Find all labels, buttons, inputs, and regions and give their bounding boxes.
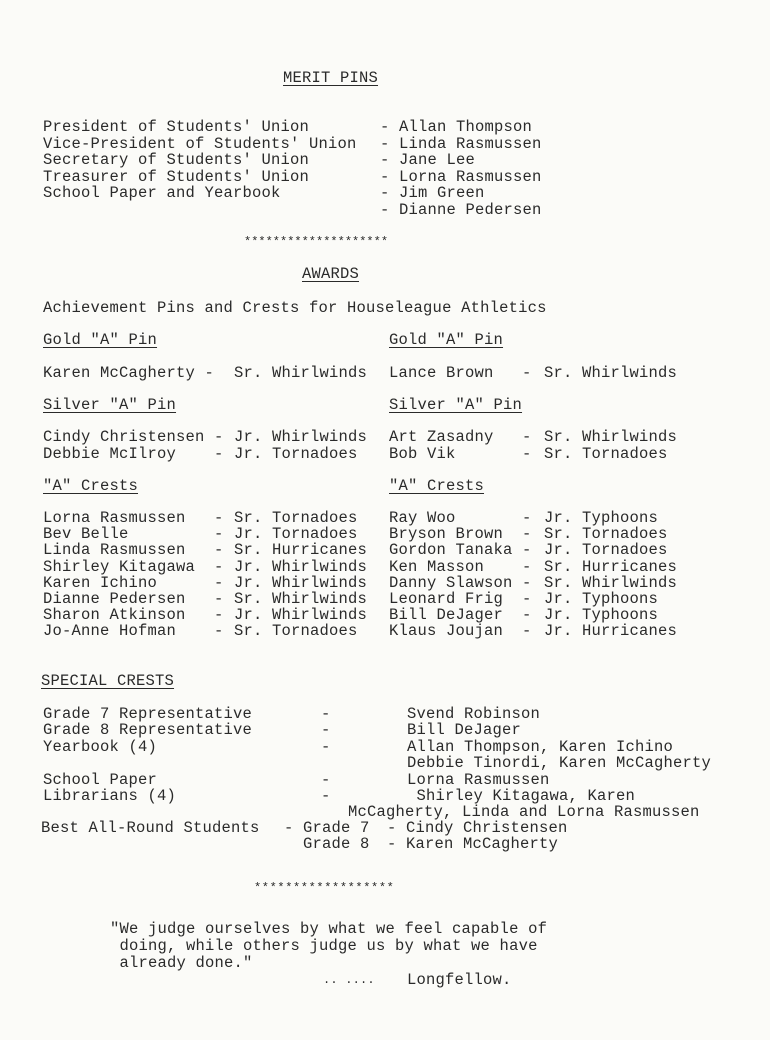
special-dash: - [321,770,331,789]
award-name: Dianne Pedersen - [43,590,224,608]
award-team: Sr. Whirlwinds [234,364,368,382]
merit-role: School Paper and Yearbook [43,184,281,202]
awards-title: AWARDS [302,265,360,283]
special-label: Librarians (4) [43,787,177,805]
special-dash: - [321,787,331,805]
award-name: Sharon Atkinson - [43,606,224,625]
award-team: Jr. Hurricanes [544,622,678,641]
award-name: Ken Masson - [389,557,532,576]
award-team: Sr. Hurricanes [234,541,368,560]
quote-dots: .. .... [323,973,375,987]
merit-role: Treasurer of Students' Union [43,167,310,186]
award-team: Jr. Typhoons [544,590,659,608]
special-names: Shirley Kitagawa, Karen [407,787,636,805]
best-name: - Cindy Christensen [387,819,568,837]
best-all-round-label: Best All-Round Students [41,819,260,837]
award-name: Lorna Rasmussen - [43,509,224,527]
award-name: Gordon Tanaka - [389,541,532,560]
award-team: Jr. Whirlwinds [234,557,368,576]
award-team: Jr. Whirlwinds [234,573,368,592]
crests-heading: "A" Crests [43,477,139,495]
award-name: Leonard Frig - [389,590,532,608]
award-team: Sr. Tornadoes [544,525,668,544]
merit-role: Secretary of Students' Union [43,151,310,169]
award-team: Sr. Whirlwinds [544,573,678,592]
gold-pin-heading: Gold "A" Pin [43,331,158,349]
award-name: Klaus Joujan - [389,622,532,641]
special-names: Lorna Rasmussen [407,770,550,789]
award-name: Linda Rasmussen - [43,541,224,560]
best-grade: Grade 8 [284,835,370,854]
librarians-continued: McCagherty, Linda and Lorna Rasmussen [348,803,700,822]
award-team: Sr. Whirlwinds [544,428,678,446]
special-dash: - [321,737,331,756]
award-name: Ray Woo - [389,509,532,527]
crests-heading: "A" Crests [389,477,485,495]
award-name: Jo-Anne Hofman - [43,622,224,641]
award-team: Jr. Whirlwinds [234,606,368,625]
award-team: Sr. Hurricanes [544,557,678,576]
special-dash: - [321,721,331,740]
award-team: Jr. Tornadoes [234,525,358,544]
special-label: Grade 7 Representative [43,705,253,723]
special-label: School Paper [43,770,158,789]
special-dash: - [321,705,331,723]
merit-name: - Jim Green [380,184,485,202]
special-names: Debbie Tinordi, Karen McCagherty [407,754,712,773]
award-name: Debbie McIlroy - [43,444,224,463]
award-team: Sr. Whirlwinds [544,364,678,382]
award-name: Bev Belle - [43,525,224,544]
merit-name: - Allan Thompson [380,118,533,136]
special-names: Svend Robinson [407,705,541,723]
award-name: Shirley Kitagawa - [43,557,224,576]
award-team: Jr. Tornadoes [234,444,358,463]
award-name: Bryson Brown - [389,525,532,544]
best-grade: - Grade 7 [284,819,370,837]
special-crests-title: SPECIAL CRESTS [41,672,175,690]
special-label: Yearbook (4) [43,737,158,756]
award-name: Bob Vik - [389,444,532,463]
star-divider: ******************** [244,235,389,249]
quote-line: doing, while others judge us by what we have [110,937,538,955]
merit-name: - Linda Rasmussen [380,134,542,153]
awards-subtitle: Achievement Pins and Crests for Houseleague Athletics [43,299,547,317]
quote-line: already done." [110,954,253,972]
merit-name: - Lorna Rasmussen [380,167,542,186]
award-team: Jr. Whirlwinds [234,428,368,446]
award-name: Karen Ichino - [43,573,224,592]
award-team: Sr. Whirlwinds [234,590,368,608]
quote-author: Longfellow. [407,971,512,989]
award-name: Bill DeJager - [389,606,532,625]
gold-pin-heading: Gold "A" Pin [389,331,504,349]
special-names: Allan Thompson, Karen Ichino [407,737,674,756]
award-team: Sr. Tornadoes [234,622,358,641]
merit-name: - Jane Lee [380,151,476,169]
special-names: Bill DeJager [407,721,522,740]
award-team: Sr. Tornadoes [234,509,358,527]
award-name: Karen McCagherty - [43,364,215,382]
merit-role: Vice-President of Students' Union [43,134,357,153]
merit-role: President of Students' Union [43,118,310,136]
award-team: Jr. Tornadoes [544,541,668,560]
star-divider: ****************** [254,881,395,895]
award-name: Lance Brown - [389,364,532,382]
merit-name: - Dianne Pedersen [380,200,542,219]
award-team: Jr. Typhoons [544,606,659,625]
silver-pin-heading: Silver "A" Pin [389,396,523,414]
award-name: Art Zasadny - [389,428,532,446]
award-name: Danny Slawson - [389,573,532,592]
award-team: Sr. Tornadoes [544,444,668,463]
merit-pins-title: MERIT PINS [283,69,379,87]
award-name: Cindy Christensen - [43,428,224,446]
special-label: Grade 8 Representative [43,721,253,740]
silver-pin-heading: Silver "A" Pin [43,396,177,414]
quote-line: "We judge ourselves by what we feel capable of [110,920,548,938]
best-name: - Karen McCagherty [387,835,559,854]
award-team: Jr. Typhoons [544,509,659,527]
